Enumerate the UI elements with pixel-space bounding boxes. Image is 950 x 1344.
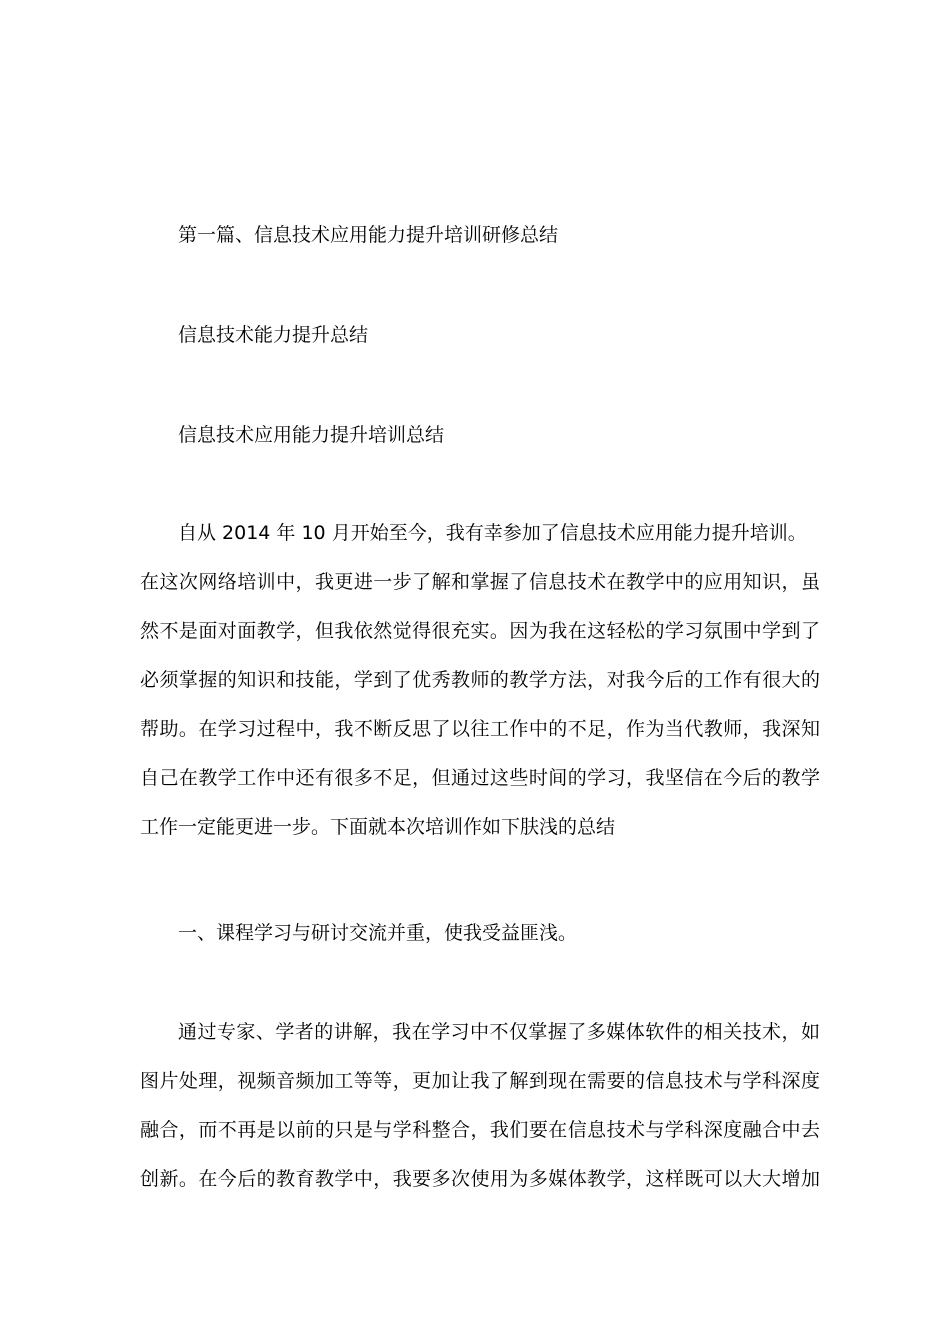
paragraph-line: 然不是面对面教学，但我依然觉得很充实。因为我在这轻松的学习氛围中学到了 (140, 620, 820, 642)
paragraph-line: 帮助。在学习过程中，我不断反思了以往工作中的不足，作为当代教师，我深知 (140, 718, 820, 740)
paragraph-line: 在这次网络培训中，我更进一步了解和掌握了信息技术在教学中的应用知识，虽 (140, 571, 820, 593)
paragraph-line: 通过专家、学者的讲解，我在学习中不仅掌握了多媒体软件的相关技术，如 (178, 1021, 820, 1043)
paragraph-line: 工作一定能更进一步。下面就本次培训作如下肤浅的总结 (140, 816, 616, 838)
paragraph-intro (140, 509, 820, 852)
paragraph-section-one (140, 1008, 820, 1204)
paragraph-line: 创新。在今后的教育教学中，我要多次使用为多媒体教学，这样既可以大大增加 (140, 1168, 820, 1190)
paragraph-line: 融合，而不再是以前的只是与学科整合，我们要在信息技术与学科深度融合中去 (140, 1119, 820, 1141)
paragraph-line: 自己在教学工作中还有很多不足，但通过这些时间的学习，我坚信在今后的教学 (140, 767, 820, 789)
section-one-title: 一、课程学习与研讨交流并重，使我受益匪浅。 (178, 922, 578, 944)
paragraph-line: 图片处理，视频音频加工等等，更加让我了解到现在需要的信息技术与学科深度 (140, 1070, 820, 1092)
document-section-heading: 信息技术应用能力提升培训总结 (178, 424, 445, 446)
document-subtitle: 信息技术能力提升总结 (178, 324, 369, 346)
paragraph-line: 自从 2014 年 10 月开始至今，我有幸参加了信息技术应用能力提升培训。 (178, 522, 807, 544)
paragraph-line: 必须掌握的知识和技能，学到了优秀教师的教学方法，对我今后的工作有很大的 (140, 669, 820, 691)
document-title: 第一篇、信息技术应用能力提升培训研修总结 (178, 224, 559, 246)
